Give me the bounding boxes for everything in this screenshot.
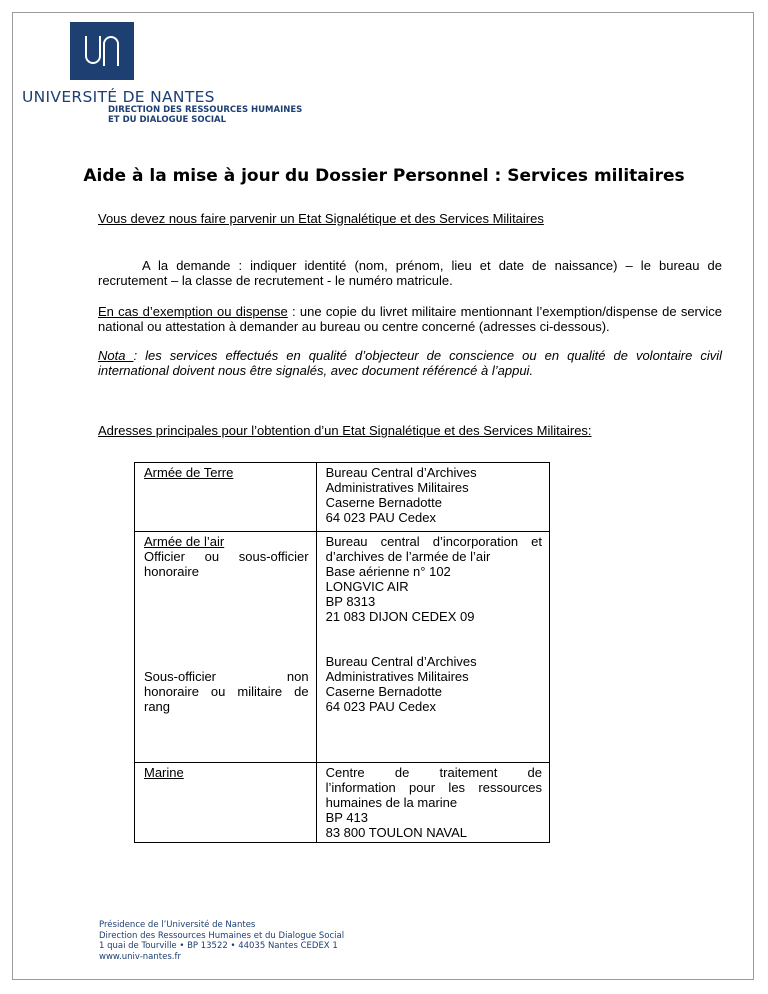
address-line: humaines de la marine: [325, 795, 458, 810]
table-cell: [316, 532, 549, 763]
address-line: BP 413: [325, 810, 369, 825]
address-line: d’archives de l’armée de l’air: [325, 549, 491, 564]
address-line: 21 083 DIJON CEDEX 09: [325, 609, 475, 624]
nota-paragraph: [98, 348, 722, 378]
exemption-text: : une copie du livret militaire mentionnant l’exemption/dispense de service national ou attestation à demander au bureau ou centre concerné (adresses ci-dessous).: [98, 304, 722, 334]
demande-paragraph: A la demande : indiquer identité (nom, prénom, lieu et date de naissance) – le bureau de recrutement – la classe de recrutement - le numéro matricule.: [98, 258, 722, 288]
addresses-table: [134, 462, 550, 843]
department-name: [108, 105, 302, 125]
footer: [99, 920, 344, 962]
table-cell: [316, 463, 549, 532]
address-line: Bureau Central d’Archives: [325, 654, 477, 669]
address-line: Caserne Bernadotte: [325, 684, 442, 699]
address-line: Caserne Bernadotte: [325, 495, 442, 510]
table-cell: [316, 763, 549, 843]
address-line: Administratives Militaires: [325, 480, 469, 495]
address-line: Administratives Militaires: [325, 669, 469, 684]
footer-line: Direction des Ressources Humaines et du Dialogue Social: [99, 930, 345, 941]
table-cell: [135, 532, 317, 763]
address-line: Bureau central d’incorporation et: [325, 534, 542, 549]
address-line: BP 8313: [325, 594, 376, 609]
page-title: Aide à la mise à jour du Dossier Personnel : Services militaires: [83, 166, 685, 186]
nota-text: : les services effectués en qualité d’objecteur de conscience ou en qualité de volontaire civil international doivent nous être signalés, avec document référencé à l’appui.: [98, 348, 722, 378]
intro-text: Vous devez nous faire parvenir un Etat Signalétique et des Services Militaires: [98, 211, 544, 226]
table-cell: [135, 763, 317, 843]
department-line: ET DU DIALOGUE SOCIAL: [108, 115, 227, 125]
footer-line: 1 quai de Tourville • BP 13522 • 44035 Nantes CEDEX 1: [99, 941, 338, 951]
addresses-heading: Adresses principales pour l’obtention d’un Etat Signalétique et des Services Militaires:: [98, 423, 592, 438]
address-line: Bureau Central d’Archives: [325, 465, 477, 480]
university-name: UNIVERSITÉ DE NANTES: [22, 88, 215, 106]
table-row: [135, 463, 550, 532]
footer-website: www.univ-nantes.fr: [99, 951, 181, 962]
address-line: 83 800 TOULON NAVAL: [325, 825, 467, 840]
rank-line: rang: [144, 699, 171, 714]
exemption-label: En cas d’exemption ou dispense: [98, 304, 288, 319]
army-branch-label: Marine: [144, 765, 184, 780]
rank-line: honoraire ou militaire de: [144, 684, 309, 699]
footer-line: Présidence de l’Université de Nantes: [99, 920, 256, 930]
rank-line: honoraire: [144, 564, 199, 579]
university-logo: [70, 22, 134, 80]
address-line: Base aérienne n° 102: [325, 564, 451, 579]
address-line: LONGVIC AIR: [325, 579, 409, 594]
table-row: [135, 532, 550, 763]
nota-label: Nota: [98, 348, 134, 363]
rank-line: Sous-officier non: [144, 669, 309, 684]
army-branch-label: Armée de Terre: [144, 465, 234, 480]
address-line: 64 023 PAU Cedex: [325, 510, 436, 525]
department-line: DIRECTION DES RESSOURCES HUMAINES: [108, 105, 303, 115]
army-branch-label: Armée de l’air: [144, 534, 225, 549]
address-line: Centre de traitement de: [325, 765, 542, 780]
address-line: 64 023 PAU Cedex: [325, 699, 436, 714]
address-line: l’information pour les ressources: [325, 780, 542, 795]
exemption-paragraph: [98, 304, 722, 334]
rank-line: Officier ou sous-officier: [144, 549, 309, 564]
table-row: [135, 763, 550, 843]
table-cell: [135, 463, 317, 532]
